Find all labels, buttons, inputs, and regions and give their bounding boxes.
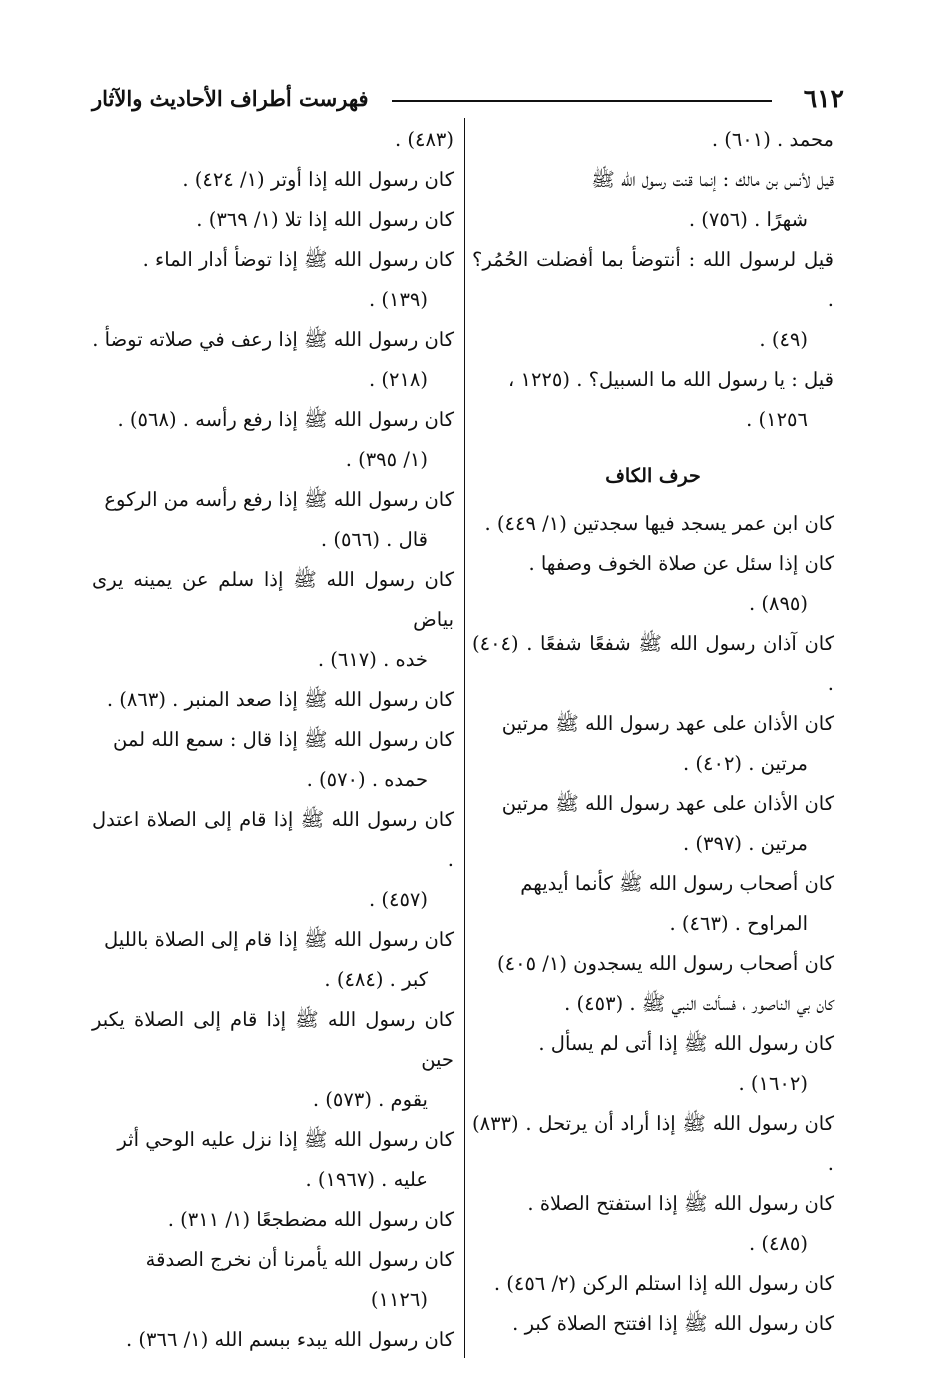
entry-line: كان رسول الله ﷺ إذا قام إلى الصلاة بالليل — [104, 928, 454, 951]
index-entry — [472, 160, 834, 240]
index-entry — [472, 504, 834, 544]
entry-continuation: شهرًا . (٧٥٦) . — [688, 208, 808, 231]
entry-line: كان رسول الله إذا استلم الركن (٢/ ٤٥٦) . — [493, 1272, 834, 1295]
index-entry — [472, 1184, 834, 1264]
column-divider — [464, 118, 465, 1358]
entry-line: كان رسول الله ﷺ إذا رفع رأسه من الركوع — [104, 488, 454, 511]
right-column — [472, 120, 834, 1344]
entry-continuation: قال . (٥٦٦) . — [320, 528, 428, 551]
entry-line: كان إذا سئل عن صلاة الخوف وصفها . — [528, 552, 834, 575]
entry-line: كان الأذان على عهد رسول الله ﷺ مرتين — [501, 792, 834, 815]
right-entries-bottom — [472, 504, 834, 1344]
entry-line: كان ابن عمر يسجد فيها سجدتين (١/ ٤٤٩) . — [484, 512, 834, 535]
index-entry — [92, 1320, 454, 1360]
index-entry — [92, 680, 454, 720]
index-entry — [92, 1200, 454, 1240]
section-heading: حرف الكاف — [605, 465, 701, 487]
entry-line: كان رسول الله يبدء ببسم الله (١/ ٣٦٦) . — [126, 1328, 454, 1351]
entry-continuation: (١٣٩) . — [368, 288, 428, 311]
index-entry — [92, 800, 454, 920]
entry-continuation: ١٢٥٦) . — [746, 408, 808, 431]
entry-line: كان أصحاب رسول الله يسجدون (١/ ٤٠٥) — [497, 952, 834, 975]
entry-continuation: (٨٩٥) . — [748, 592, 808, 615]
entry-continuation: يقوم . (٥٧٣) . — [312, 1088, 428, 1111]
entry-continuation: مرتين . (٣٩٧) . — [682, 832, 808, 855]
index-entry — [472, 1104, 834, 1184]
entry-line: كان أصحاب رسول الله ﷺ كأنما أيديهم — [520, 872, 834, 895]
entry-continuation: (١١٢٦) — [370, 1288, 428, 1311]
index-entry — [472, 944, 834, 984]
entry-continuation: حمده . (٥٧٠) . — [306, 768, 428, 791]
index-entry — [472, 1264, 834, 1304]
entry-line: قيل لرسول الله : أنتوضأ بما أفضلت الحُمُر؟ . — [472, 248, 834, 311]
index-entry — [472, 360, 834, 440]
entry-continuation: (١٦٠٢) . — [738, 1072, 808, 1095]
left-column — [92, 120, 454, 1360]
entry-continuation: خده . (٦١٧) . — [317, 648, 428, 671]
entry-line: كان رسول الله إذا أوتر (١/ ٤٢٤) . — [182, 168, 454, 191]
entry-line: كان رسول الله ﷺ إذا قال : سمع الله لمن — [113, 728, 454, 751]
index-entry — [472, 864, 834, 944]
page-number: ٦١٢ — [803, 84, 844, 113]
header-rule — [392, 100, 772, 102]
index-entry — [92, 1120, 454, 1200]
entry-continuation: (٤٩) . — [759, 328, 808, 351]
page-header — [92, 84, 844, 120]
entry-line: (٤٨٣) . — [394, 128, 454, 151]
entry-line: كان رسول الله ﷺ إذا نزل عليه الوحي أثر — [117, 1128, 454, 1151]
index-entry — [472, 1304, 834, 1344]
entry-continuation: (٤٥٧) . — [368, 888, 428, 911]
index-entry — [92, 1240, 454, 1320]
index-entry — [472, 544, 834, 624]
index-entry — [92, 560, 454, 680]
entry-continuation: عليه . (١٩٦٧) . — [305, 1168, 428, 1191]
entry-line: كان رسول الله ﷺ إذا توضأ أدار الماء . — [142, 248, 454, 271]
index-entry — [472, 240, 834, 360]
index-entry — [472, 1024, 834, 1104]
entry-continuation: (٤٨٥) . — [748, 1232, 808, 1255]
entry-line: كان رسول الله ﷺ إذا سلم عن يمينه يرى بياض — [92, 568, 454, 631]
entry-line: كان رسول الله يأمرنا أن نخرج الصدقة — [145, 1248, 454, 1271]
entry-continuation: كبر . (٤٨٤) . — [324, 968, 428, 991]
index-entry — [92, 200, 454, 240]
index-entry — [472, 784, 834, 864]
entry-continuation: مرتين . (٤٠٢) . — [682, 752, 808, 775]
entry-line: كان آذان رسول الله ﷺ شفعًا شفعًا . (٤٠٤) . — [472, 632, 834, 695]
entry-line: كان رسول الله ﷺ إذا أراد أن يرتحل . (٨٣٣) . — [472, 1112, 834, 1175]
index-entry — [92, 480, 454, 560]
entry-line: كان رسول الله مضطجعًا (١/ ٣١١) . — [167, 1208, 454, 1231]
index-entry — [92, 320, 454, 400]
index-entry — [472, 984, 834, 1024]
entry-continuation: المراوح . (٤٦٣) . — [669, 912, 808, 935]
entry-line: كان بي الناصور ، فسألت النبي ﷺ . (٤٥٣) . — [564, 992, 834, 1015]
entry-line: كان رسول الله ﷺ إذا قام إلى الصلاة يكبر حين — [92, 1008, 454, 1071]
index-entry — [472, 704, 834, 784]
index-entry — [92, 120, 454, 160]
index-entry — [472, 624, 834, 704]
right-entries-top — [472, 120, 834, 440]
entry-line: كان رسول الله ﷺ إذا رفع رأسه . (٥٦٨) . — [117, 408, 454, 431]
running-title: فهرست أطراف الأحاديث والآثار — [92, 86, 369, 111]
entry-continuation: (١/ ٣٩٥) . — [345, 448, 428, 471]
entry-line: كان الأذان على عهد رسول الله ﷺ مرتين — [501, 712, 834, 735]
entry-line: كان رسول الله ﷺ إذا رعف في صلاته توضأ . — [92, 328, 454, 351]
index-entry — [92, 1000, 454, 1120]
entry-line: كان رسول الله ﷺ إذا قام إلى الصلاة اعتدل . — [92, 808, 454, 871]
entry-line: كان رسول الله ﷺ إذا استفتح الصلاة . — [527, 1192, 834, 1215]
index-entry — [92, 240, 454, 320]
index-entry — [92, 160, 454, 200]
entry-line: محمد . (٦٠١) . — [711, 128, 834, 151]
index-entry — [472, 120, 834, 160]
entry-line: كان رسول الله إذا تلا (١/ ٣٦٩) . — [196, 208, 454, 231]
entry-line: قيل : يا رسول الله ما السبيل؟ . (١٢٢٥ ، — [507, 368, 834, 391]
entry-continuation: (٢١٨) . — [368, 368, 428, 391]
entry-line: كان رسول الله ﷺ إذا صعد المنبر . (٨٦٣) . — [106, 688, 454, 711]
index-entry — [92, 920, 454, 1000]
left-entries — [92, 120, 454, 1360]
index-entry — [92, 400, 454, 480]
entry-line: كان رسول الله ﷺ إذا أتى لم يسأل . — [538, 1032, 834, 1055]
index-entry — [92, 720, 454, 800]
entry-line: قيل لأنس بن مالك : إنما قنت رسول الله ﷺ — [591, 168, 834, 191]
entry-line: كان رسول الله ﷺ إذا افتتح الصلاة كبر . — [512, 1312, 834, 1335]
